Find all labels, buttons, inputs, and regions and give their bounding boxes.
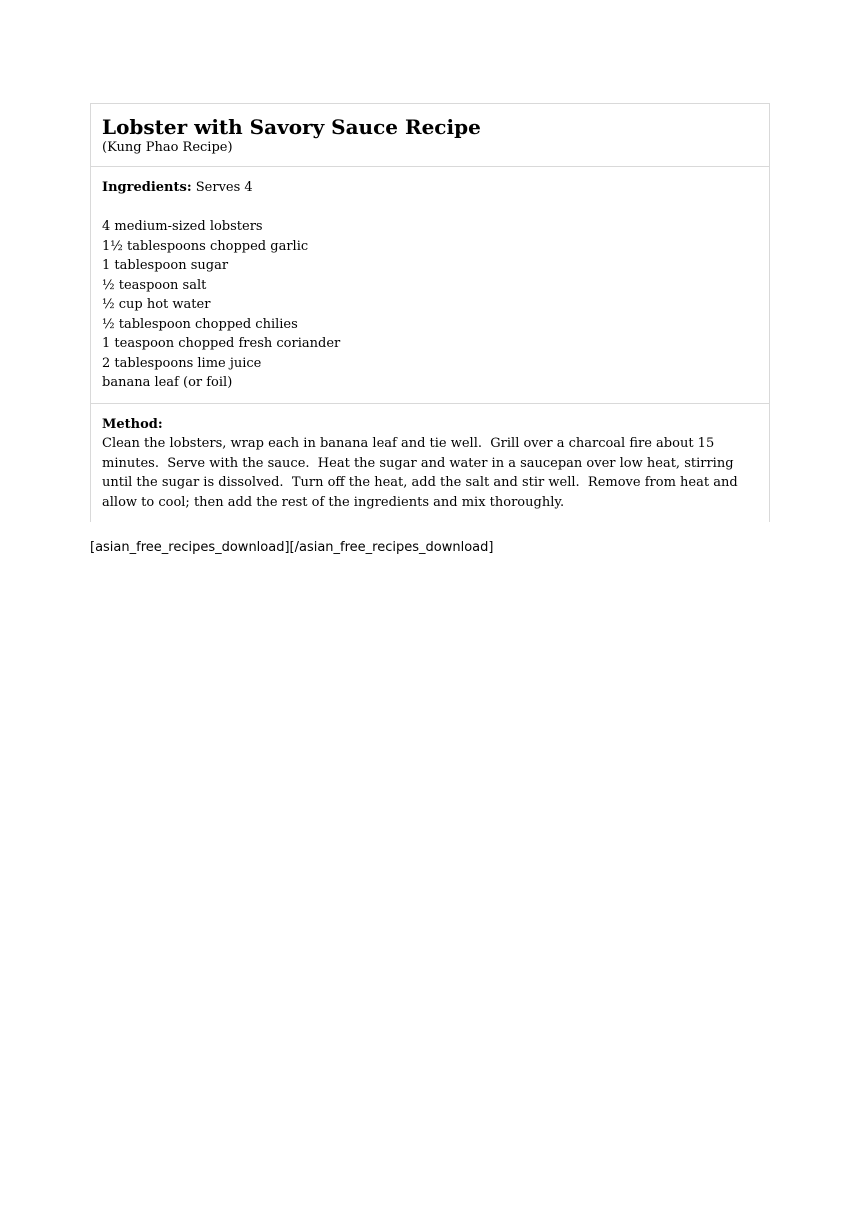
recipe-header xyxy=(91,104,769,167)
ingredient-item: 1 tablespoon sugar xyxy=(102,258,229,273)
ingredient-list xyxy=(102,217,758,393)
ingredient-item: banana leaf (or foil) xyxy=(102,375,233,390)
ingredients-label: Ingredients: xyxy=(102,180,192,195)
ingredient-item: ½ cup hot water xyxy=(102,297,211,312)
ingredient-item: 4 medium-sized lobsters xyxy=(102,219,263,234)
method-text: Clean the lobsters, wrap each in banana leaf and tie well. Grill over a charcoal fire about 15 minutes. Serve with the sauce. Heat the sugar and water in a saucepan over low heat, stirring until the sugar is dissolved. Turn off the heat, add the salt and stir well. Remove from heat and allow to cool; then add the rest of the ingredients and mix thoroughly. xyxy=(102,436,742,510)
ingredient-item: ½ tablespoon chopped chilies xyxy=(102,316,298,332)
ingredient-item: 1½ tablespoons chopped garlic xyxy=(102,238,309,254)
ingredients-section xyxy=(91,167,769,404)
download-shortcode: [asian_free_recipes_download][/asian_free_recipes_download] xyxy=(90,540,494,555)
method-section xyxy=(91,404,769,523)
ingredient-item: ½ teaspoon salt xyxy=(102,277,207,293)
ingredients-heading xyxy=(102,178,758,198)
recipe-card xyxy=(90,103,770,522)
serves-text: Serves 4 xyxy=(195,180,253,195)
recipe-title: Lobster with Savory Sauce Recipe xyxy=(102,115,481,139)
ingredient-item: 1 teaspoon chopped fresh coriander xyxy=(102,336,341,351)
recipe-subtitle: (Kung Phao Recipe) xyxy=(102,140,233,155)
ingredient-item: 2 tablespoons lime juice xyxy=(102,355,262,371)
method-heading: Method: xyxy=(102,416,163,432)
